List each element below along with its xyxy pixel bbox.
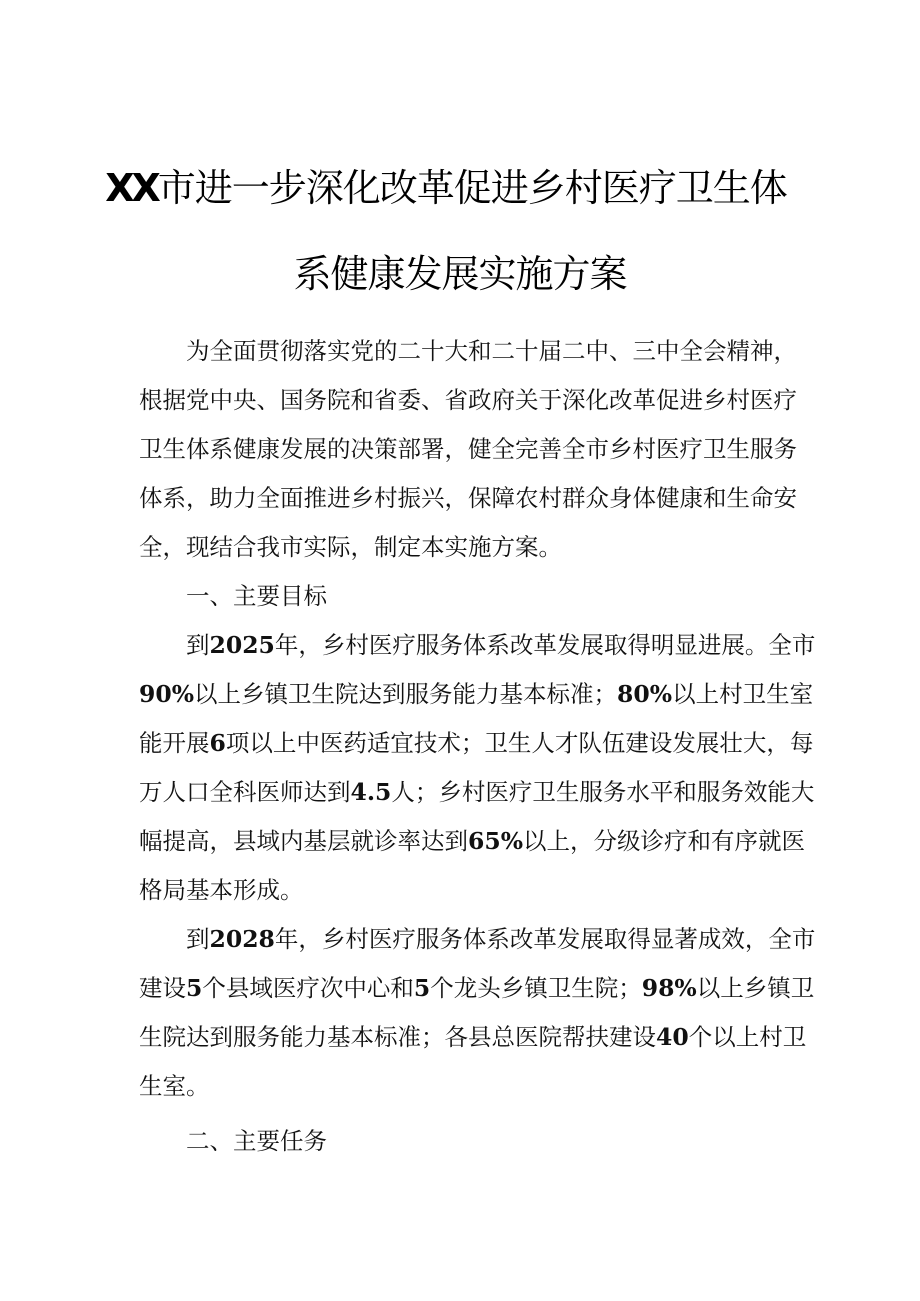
title-line-1-text: 市进一步深化改革促进乡村医疗卫生体 (157, 166, 787, 210)
text-fragment: 生院达到服务能力基本标准；各县总医院帮扶建设 (139, 1023, 656, 1051)
count-value: 6 (209, 729, 226, 757)
year-2025: 2025 (209, 631, 275, 659)
intro-line-1: 为全面贯彻落实党的二十大和二十届二中、三中全会精神， (186, 337, 797, 365)
intro-line-2: 根据党中央、国务院和省委、省政府关于深化改革促进乡村医疗 (139, 386, 797, 414)
ratio-value: 4.5 (350, 778, 392, 806)
year-2028: 2028 (209, 925, 275, 953)
text-fragment: 项以上中医药适宜技术；卫生人才队伍建设发展壮大，每 (225, 729, 814, 757)
document-body (139, 327, 816, 1166)
goal-2028-line-1 (139, 915, 816, 964)
text-fragment: 个龙头乡镇卫生院； (430, 974, 642, 1002)
text-fragment: 人；乡村医疗卫生服务水平和服务效能大 (391, 778, 815, 806)
percent-value: 90% (139, 680, 195, 708)
goal-2025-line-5 (139, 817, 806, 866)
intro-paragraph (139, 327, 797, 572)
text-fragment: 年，乡村医疗服务体系改革发展取得明显进展。全市 (274, 631, 816, 659)
text-fragment: 以上村卫生室 (672, 680, 814, 708)
goal-2028-line-3 (139, 1013, 807, 1062)
text-fragment: 建设 (139, 974, 186, 1002)
goal-2028-paragraph (139, 915, 816, 1111)
goal-2025-line-4 (139, 768, 815, 817)
text-fragment: 个以上村卫 (688, 1023, 807, 1051)
text-fragment: 年，乡村医疗服务体系改革发展取得显著成效，全市 (274, 925, 816, 953)
percent-value: 98% (641, 974, 697, 1002)
document-title-line-2: 系健康发展实施方案 (293, 252, 627, 296)
goal-2025-line-2 (139, 670, 814, 719)
goal-2028-line-4: 生室。 (139, 1072, 210, 1100)
goal-2028-line-2 (139, 964, 815, 1013)
goal-2025-line-6: 格局基本形成。 (139, 876, 304, 904)
text-fragment: 个县域医疗次中心和 (202, 974, 414, 1002)
text-fragment: 以上乡镇卫 (696, 974, 815, 1002)
text-fragment: 以上，分级诊疗和有序就医 (523, 827, 806, 855)
text-fragment: 到 (186, 631, 210, 659)
goal-2025-paragraph (139, 621, 816, 915)
section-heading-main-goals: 一、主要目标 (186, 582, 327, 610)
text-fragment: 能开展 (139, 729, 210, 757)
percent-value: 80% (617, 680, 673, 708)
count-value: 5 (186, 974, 203, 1002)
intro-line-4: 体系，助力全面推进乡村振兴，保障农村群众身体健康和生命安 (139, 484, 797, 512)
intro-line-3: 卫生体系健康发展的决策部署，健全完善全市乡村医疗卫生服务 (139, 435, 797, 463)
count-value: 40 (656, 1023, 689, 1051)
text-fragment: 到 (186, 925, 210, 953)
percent-value: 65% (468, 827, 524, 855)
goal-2025-line-3 (139, 719, 814, 768)
document-title-line-1 (0, 164, 920, 212)
intro-line-5: 全，现结合我市实际，制定本实施方案。 (139, 533, 562, 561)
goal-2025-line-1 (139, 621, 816, 670)
text-fragment: 以上乡镇卫生院达到服务能力基本标准； (194, 680, 618, 708)
text-fragment: 万人口全科医师达到 (139, 778, 351, 806)
section-heading-main-tasks: 二、主要任务 (186, 1127, 327, 1155)
title-city-placeholder: XX (105, 166, 158, 210)
text-fragment: 幅提高，县域内基层就诊率达到 (139, 827, 468, 855)
count-value: 5 (413, 974, 431, 1002)
